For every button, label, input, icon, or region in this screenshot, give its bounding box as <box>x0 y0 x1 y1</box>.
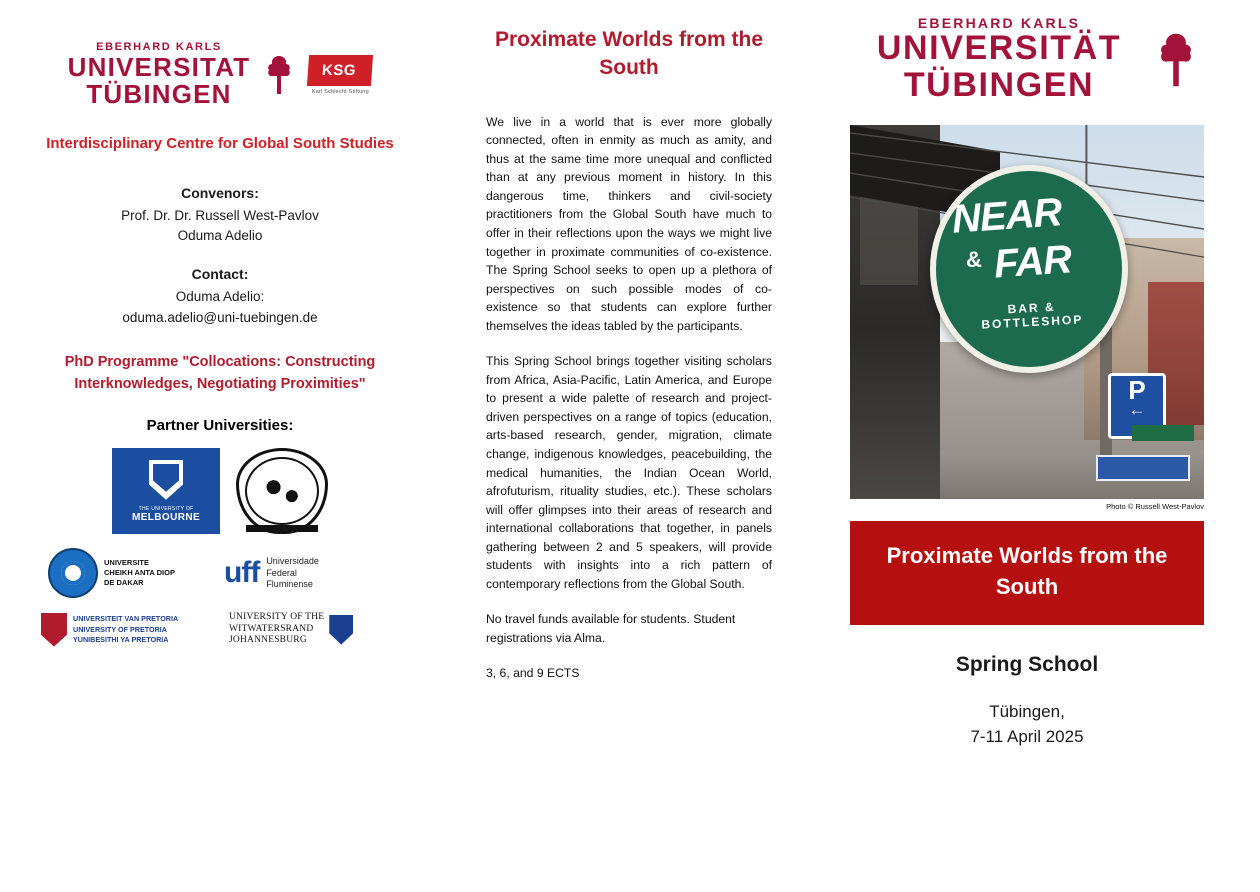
convenor-name-1: Prof. Dr. Dr. Russell West-Pavlov <box>121 207 319 223</box>
convenors-heading: Convenors: <box>181 184 259 201</box>
melbourne-line1: THE UNIVERSITY OF <box>138 505 194 512</box>
ects-note: 3, 6, and 9 ECTS <box>486 666 580 681</box>
wits-line2: WITWATERSRAND <box>229 623 314 634</box>
contact-email[interactable]: oduma.adelio@uni-tuebingen.de <box>122 309 318 325</box>
pretoria-line1: UNIVERSITEIT VAN PRETORIA <box>73 614 179 624</box>
wits-line1: UNIVERSITY OF THE <box>229 612 325 623</box>
ksg-logo-subtitle: Karl Schlecht Stiftung <box>311 88 369 95</box>
university-logo-large-line2: UNIVERSITÄT <box>876 29 1122 67</box>
event-type: Spring School <box>955 652 1099 676</box>
partner-universities-heading: Partner Universities: <box>146 417 294 435</box>
centre-column-title: Proximate Worlds from the South <box>495 28 763 80</box>
photo-credit: Photo © Russell West-Pavlov <box>1106 502 1204 512</box>
tuebingen-crest-icon <box>264 54 294 96</box>
melbourne-line2: MELBOURNE <box>131 511 201 523</box>
parking-sign-letter: P <box>1128 375 1146 406</box>
contact-block <box>36 264 404 328</box>
dakar-seal-icon <box>48 548 98 598</box>
sign-text-amp: & <box>966 247 982 273</box>
cover-photo <box>850 125 1204 499</box>
university-logo-line3: TÜBINGEN <box>86 79 232 109</box>
wits-line3: JOHANNESBURG <box>229 635 307 646</box>
dakar-logo <box>48 548 208 598</box>
sign-text-far: FAR <box>992 237 1073 288</box>
university-logo-large <box>877 16 1121 103</box>
melbourne-shield-icon <box>149 460 183 500</box>
pretoria-text <box>73 614 178 644</box>
wits-shield-icon <box>329 615 353 645</box>
partner-logo-row-2 <box>48 548 392 598</box>
uff-line3: Fluminense <box>266 578 313 589</box>
logo-row-right <box>850 16 1224 103</box>
contact-heading: Contact: <box>191 266 249 283</box>
unam-banner-icon <box>246 525 318 532</box>
wits-logo <box>229 612 399 647</box>
sign-text-near: NEAR <box>950 190 1063 243</box>
phd-programme-title: PhD Programme "Collocations: Constructing Interknowledges, Negotiating Proximities" <box>64 353 376 392</box>
near-and-far-sign <box>930 165 1128 373</box>
wits-text <box>229 612 324 647</box>
university-logo-line2: UNIVERSITAT <box>67 52 251 82</box>
unam-eagle-condor-icon <box>245 457 319 525</box>
ksg-logo <box>308 55 372 95</box>
event-dates: 7-11 April 2025 <box>970 727 1084 747</box>
parking-sign-arrow: ← <box>1128 399 1146 419</box>
unam-logo <box>236 448 328 534</box>
event-location-dates <box>850 699 1204 750</box>
tuebingen-crest-icon <box>1155 31 1197 89</box>
registration-note: No travel funds available for students. Student registrations via Alma. <box>486 612 736 645</box>
dakar-line3: DE DAKAR <box>104 578 144 588</box>
melbourne-logo <box>112 448 220 534</box>
photo-blue-street-sign <box>1096 455 1190 481</box>
convenor-name-2: Oduma Adelio <box>177 228 263 243</box>
dakar-line1: UNIVERSITE <box>104 558 150 568</box>
ksg-logo-label: KSG <box>307 55 373 86</box>
uff-text <box>266 556 319 590</box>
uff-logo <box>224 556 392 590</box>
logo-row-left <box>36 42 404 107</box>
pretoria-crest-icon <box>41 613 67 647</box>
university-logo-line1: EBERHARD KARLS <box>96 41 222 53</box>
partner-logo-row-1 <box>112 448 328 534</box>
pretoria-logo <box>41 613 213 647</box>
uff-line2: Federal <box>266 567 297 578</box>
uff-line1: Universidade <box>266 556 319 567</box>
uff-mark: uff <box>224 556 260 590</box>
university-logo-large-line3: TÜBINGEN <box>903 65 1095 104</box>
pretoria-line2: UNIVERSITY OF PRETORIA <box>73 624 167 634</box>
event-title-banner: Proximate Worlds from the South <box>850 521 1204 625</box>
event-location: Tübingen, <box>989 701 1065 721</box>
sign-text-bar-bottleshop: BAR & BOTTLESHOP <box>981 300 1084 333</box>
paragraph-2: This Spring School brings together visiting scholars from Africa, Asia-Pacific, Latin America, and Europe to present a wide palette of research and project-driven perspectives on a range of topics (education, arts-based research, gender, migration, climate change, indigenous knowledges, peacebuilding, the medical humanities, the Indian Ocean World, afrofuturism, rituality studies, etc.). These scholars will offer glimpses into their areas of research and international collaborations that together, in panels gathering between 2 and 5 speakers, will provide students with insights into a rich pattern of contemporary reflections from the Global South. <box>486 354 772 591</box>
partner-logo-grid <box>36 448 404 647</box>
dakar-line2: CHEIKH ANTA DIOP <box>104 568 175 578</box>
photo-green-street-sign <box>1132 425 1194 441</box>
convenors-block <box>36 183 404 247</box>
pretoria-line3: YUNIBESITHI YA PRETORIA <box>73 634 169 644</box>
dakar-text <box>104 558 175 588</box>
university-logo-large-line1: EBERHARD KARLS <box>917 15 1081 31</box>
description-body <box>486 113 772 683</box>
column-right <box>818 0 1260 892</box>
partner-logo-row-3 <box>41 612 399 647</box>
column-center <box>440 0 818 892</box>
contact-name: Oduma Adelio: <box>175 289 265 305</box>
university-logo <box>68 42 251 107</box>
paragraph-1: We live in a world that is ever more globally connected, often in enmity as much as amity, and thus at the same time more unequal and conflicted than at any previous moment in history. In this dangerous time, thinkers and civil-society practitioners from the Global South have much to offer in their reflections upon the ways we might live together in proximate communities of co-existence. The Spring School seeks to open up a plethora of perspectives on such possible modes of co-existence so that students can explore further themselves the ideas tabled by the participants. <box>486 114 772 333</box>
column-left <box>0 0 440 892</box>
centre-title: Interdisciplinary Centre for Global South Studies <box>46 135 394 152</box>
